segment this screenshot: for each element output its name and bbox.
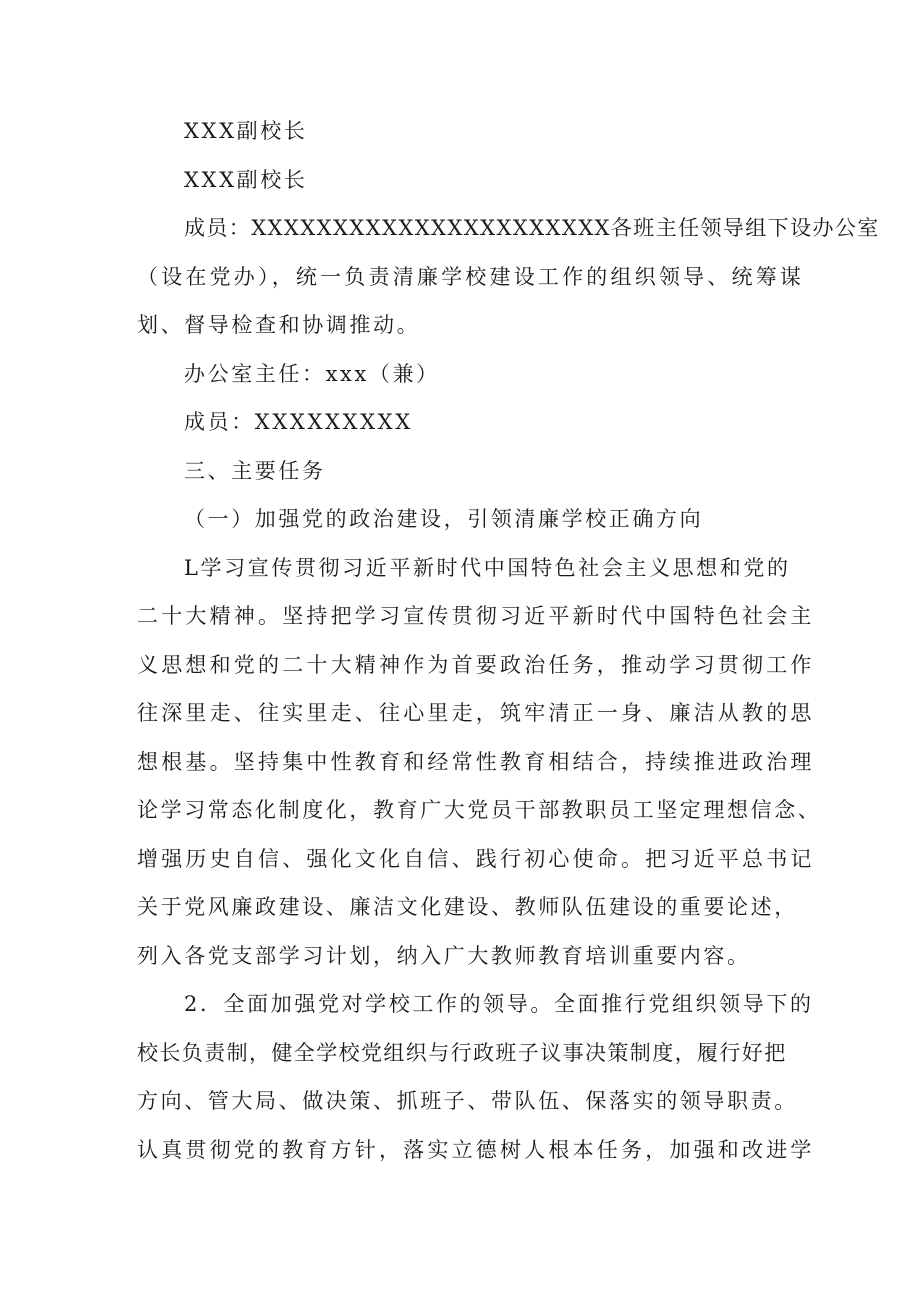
subsection-heading-1: （一）加强党的政治建设，引领清廉学校正确方向 (184, 507, 704, 531)
paragraph-1-line-2: 二十大精神。坚持把学习宣传贯彻习近平新时代中国特色社会主 (137, 604, 815, 628)
paragraph-1-line-9: 列入各党支部学习计划，纳入广大教师教育培训重要内容。 (137, 944, 751, 968)
paragraph-1-line-4: 往深里走、往实里走、往心里走，筑牢清正一身、廉洁从教的思 (137, 701, 815, 725)
paragraph-1-line-6: 论学习常态化制度化，教育广大党员干部教职员工坚定理想信念、 (137, 798, 822, 822)
paragraph-1-line-1: L学习宣传贯彻习近平新时代中国特色社会主义思想和党的 (184, 556, 791, 580)
vice-principal-line-2: XXX副校长 (184, 168, 308, 192)
office-members-line: 成员：XXXXXXXXX (184, 410, 413, 434)
paragraph-2-line-3: 方向、管大局、做决策、抓班子、带队伍、保落实的领导职责。 (137, 1089, 798, 1113)
paragraph-2-line-1: 2．全面加强党对学校工作的领导。全面推行党组织领导下的 (184, 992, 814, 1016)
paragraph-1-line-7: 增强历史自信、强化文化自信、践行初心使命。把习近平总书记 (137, 847, 815, 871)
section-heading-main-tasks: 三、主要任务 (184, 459, 326, 483)
paragraph-1-line-8: 关于党风廉政建设、廉洁文化建设、教师队伍建设的重要论述， (137, 895, 798, 919)
office-description-line-1: （设在党办），统一负责清廉学校建设工作的组织领导、统筹谋 (137, 265, 805, 289)
paragraph-2-line-4: 认真贯彻党的教育方针，落实立德树人根本任务，加强和改进学 (137, 1138, 815, 1162)
paragraph-1-line-5: 想根基。坚持集中性教育和经常性教育相结合，持续推进政治理 (137, 750, 815, 774)
members-line: 成员：XXXXXXXXXXXXXXXXXXXXXX各班主任领导组下设办公室 (184, 216, 880, 240)
paragraph-1-line-3: 义思想和党的二十大精神作为首要政治任务，推动学习贯彻工作 (137, 653, 815, 677)
vice-principal-line-1: XXX副校长 (184, 119, 308, 143)
office-description-line-2: 划、督导检查和协调推动。 (137, 313, 421, 337)
paragraph-2-line-2: 校长负责制，健全学校党组织与行政班子议事决策制度，履行好把 (137, 1041, 787, 1065)
office-director-line: 办公室主任：xxx（兼） (184, 362, 440, 386)
